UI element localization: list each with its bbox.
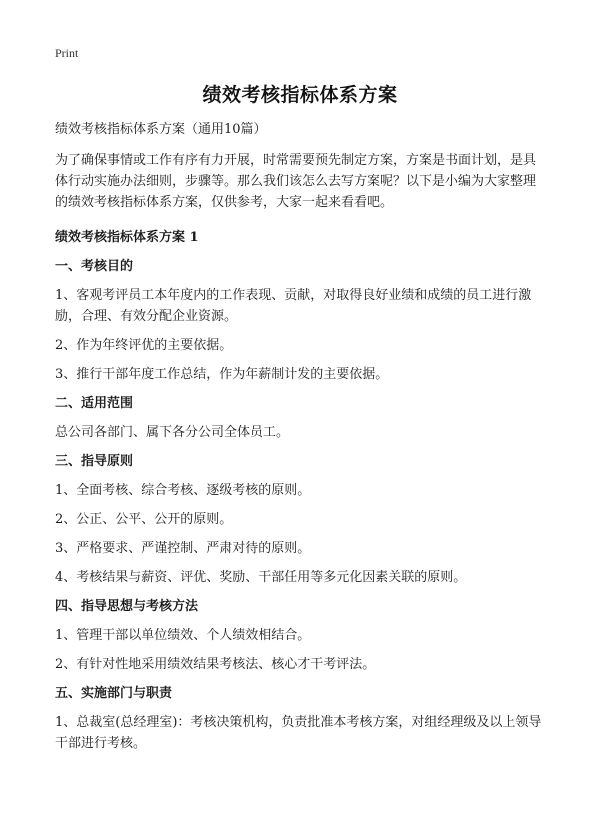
list-item: 3、严格要求、严谨控制、严肃对待的原则。: [55, 541, 311, 556]
list-item: 2、作为年终评优的主要依据。: [55, 338, 233, 353]
section-heading-purpose: 一、考核目的: [55, 259, 134, 274]
list-item: 2、公正、公平、公开的原则。: [55, 512, 233, 527]
section-heading-methods: 四、指导思想与考核方法: [55, 599, 199, 614]
list-item: 3、推行干部年度工作总结，作为年薪制计发的主要依据。: [55, 367, 389, 382]
list-item: 2、有针对性地采用绩效结果考核法、核心才干考评法。: [55, 657, 376, 672]
section-heading-scope: 二、适用范围: [55, 396, 134, 411]
section-heading-departments: 五、实施部门与职责: [55, 686, 173, 701]
list-item: 4、考核结果与薪资、评优、奖励、干部任用等多元化因素关联的原则。: [55, 570, 467, 585]
list-item: 1、管理干部以单位绩效、个人绩效相结合。: [55, 628, 311, 643]
document-subtitle: 绩效考核指标体系方案（通用10篇）: [55, 122, 267, 137]
list-item: 1、全面考核、综合考核、逐级考核的原则。: [55, 483, 311, 498]
list-item: 1、总裁室(总经理室)：考核决策机构，负责批准本考核方案，对组经理级及以上领导干部进行考核。: [55, 715, 542, 751]
page-title: 绩效考核指标体系方案: [202, 84, 398, 106]
intro-paragraph: 为了确保事情或工作有序有力开展，时常需要预先制定方案，方案是书面计划，是具体行动实施办法细则，步骤等。那么我们该怎么去写方案呢？以下是小编为大家整理的绩效考核指标体系方案，仅供参考，大家一起来看看吧。: [55, 153, 537, 210]
document-body: [55, 119, 547, 754]
list-item: 总公司各部门、属下各分公司全体员工。: [55, 425, 290, 440]
section-title: 绩效考核指标体系方案 1: [55, 230, 199, 245]
print-label[interactable]: Print: [55, 46, 79, 60]
section-heading-principles: 三、指导原则: [55, 454, 134, 469]
list-item: 1、客观考评员工本年度内的工作表现、贡献，对取得良好业绩和成绩的员工进行激励，合理、有效分配企业资源。: [55, 288, 532, 324]
